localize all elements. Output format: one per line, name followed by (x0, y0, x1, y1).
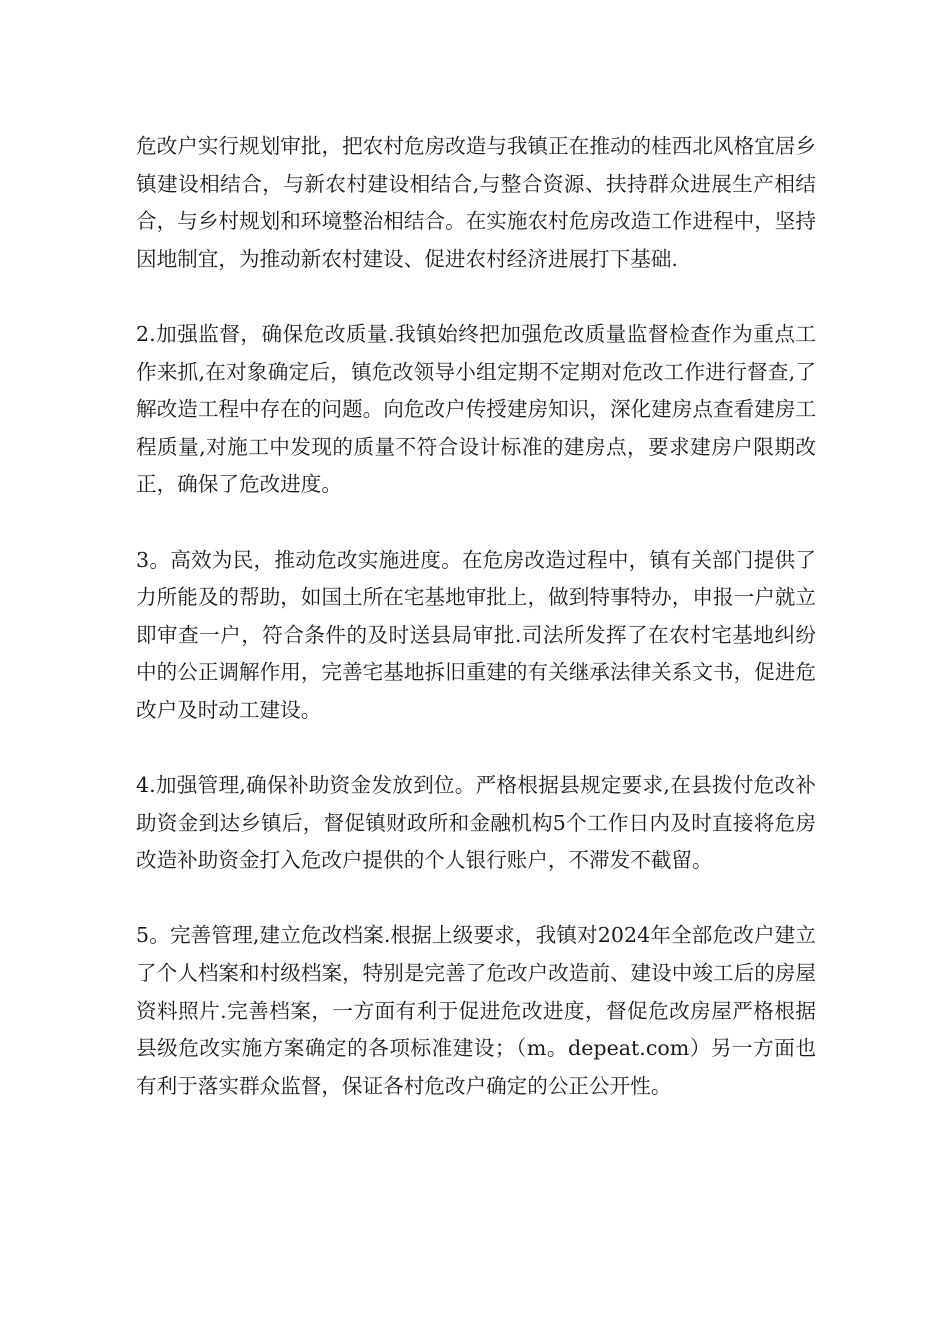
paragraph-item-3: 3。高效为民，推动危改实施进度。在危房改造过程中，镇有关部门提供了力所能及的帮助，如国土所在宅基地审批上，做到特事特办，申报一户就立即审查一户，符合条件的及时送县局审批.司法所发挥了在农村宅基地纠纷中的公正调解作用，完善宅基地拆旧重建的有关继承法律关系文书，促进危改户及时动工建设。 (136, 547, 816, 722)
paragraph-item-2: 2.加强监督，确保危改质量.我镇始终把加强危改质量监督检查作为重点工作来抓,在对象确定后，镇危改领导小组定期不定期对危改工作进行督查,了解改造工程中存在的问题。向危改户传授建房知识，深化建房点查看建房工程质量,对施工中发现的质量不符合设计标准的建房点，要求建房户限期改正，确保了危改进度。 (136, 321, 816, 497)
paragraph-item-4: 4.加强管理,确保补助资金发放到位。严格根据县规定要求,在县拨付危改补助资金到达乡镇后，督促镇财政所和金融机构5个工作日内及时直接将危房改造补助资金打入危改户提供的个人银行账户，不滞发不截留。 (136, 773, 816, 873)
paragraph-intro: 危改户实行规划审批，把农村危房改造与我镇正在推动的桂西北风格宜居乡镇建设相结合，与新农村建设相结合,与整合资源、扶持群众进展生产相结合，与乡村规划和环境整治相结合。在实施农村危房改造工作进程中，坚持因地制宜，为推动新农村建设、促进农村经济进展打下基础. (136, 134, 816, 271)
paragraph-item-5: 5。完善管理,建立危改档案.根据上级要求，我镇对2024年全部危改户建立了个人档案和村级档案，特别是完善了危改户改造前、建设中竣工后的房屋资料照片.完善档案，一方面有利于促进危改进度，督促危改房屋严格根据县级危改实施方案确定的各项标准建设；（m。depeat.com）另一方面也有利于落实群众监督，保证各村危改户确定的公正公开性。 (136, 923, 816, 1098)
document-body (136, 128, 816, 1105)
